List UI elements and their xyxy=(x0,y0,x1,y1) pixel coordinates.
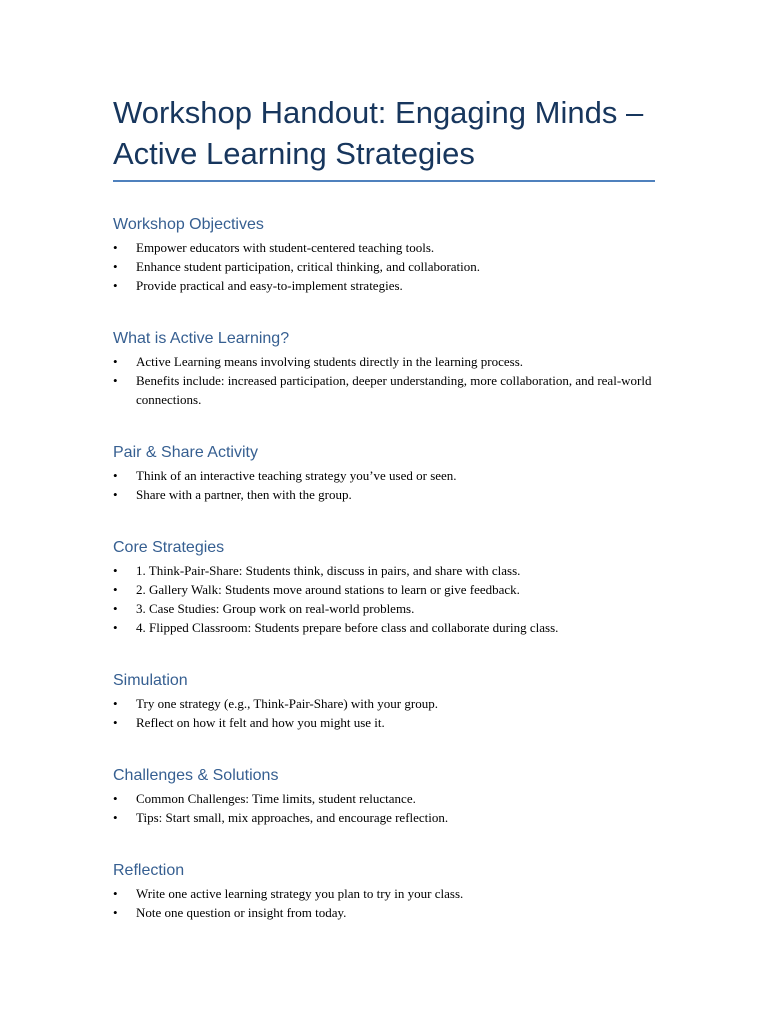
list-item-text: Benefits include: increased participation, deeper understanding, more collaboration, and real-world connections. xyxy=(136,373,652,407)
list-item xyxy=(113,694,655,713)
document-title xyxy=(113,92,655,174)
list-item-text: Note one question or insight from today. xyxy=(136,905,347,920)
bullet-list xyxy=(113,466,655,504)
bullet-icon: • xyxy=(113,601,118,616)
title-divider xyxy=(113,180,655,182)
bullet-list xyxy=(113,694,655,732)
list-item-text: 1. Think-Pair-Share: Students think, discuss in pairs, and share with class. xyxy=(136,563,521,578)
list-item-text: 3. Case Studies: Group work on real-world problems. xyxy=(136,601,415,616)
section-core-strategies xyxy=(113,537,655,637)
list-item xyxy=(113,713,655,732)
document-page xyxy=(113,92,655,920)
bullet-list xyxy=(113,352,655,409)
list-item xyxy=(113,485,655,504)
list-item xyxy=(113,580,655,599)
section-heading: Pair & Share Activity xyxy=(113,444,258,461)
list-item-text: Active Learning means involving students directly in the learning process. xyxy=(136,354,524,369)
bullet-icon: • xyxy=(113,905,118,920)
list-item-text: 2. Gallery Walk: Students move around stations to learn or give feedback. xyxy=(136,582,520,597)
list-item-text: Tips: Start small, mix approaches, and encourage reflection. xyxy=(136,810,449,825)
list-item-text: Write one active learning strategy you plan to try in your class. xyxy=(136,886,464,901)
bullet-icon: • xyxy=(113,240,118,255)
list-item xyxy=(113,561,655,580)
title-line-2: Active Learning Strategies xyxy=(113,136,475,171)
section-what-is-active-learning xyxy=(113,328,655,409)
list-item xyxy=(113,789,655,808)
list-item xyxy=(113,884,655,903)
list-item xyxy=(113,808,655,827)
section-heading: Simulation xyxy=(113,672,188,689)
list-item-text: 4. Flipped Classroom: Students prepare before class and collaborate during class. xyxy=(136,620,559,635)
list-item xyxy=(113,238,655,257)
bullet-icon: • xyxy=(113,563,118,578)
section-heading: Challenges & Solutions xyxy=(113,767,279,784)
bullet-icon: • xyxy=(113,259,118,274)
list-item-text: Enhance student participation, critical thinking, and collaboration. xyxy=(136,259,481,274)
section-heading: What is Active Learning? xyxy=(113,330,290,347)
section-challenges-solutions xyxy=(113,765,655,827)
list-item-text: Reflect on how it felt and how you might use it. xyxy=(136,715,385,730)
list-item xyxy=(113,466,655,485)
bullet-list xyxy=(113,789,655,827)
list-item-text: Share with a partner, then with the group. xyxy=(136,487,352,502)
bullet-icon: • xyxy=(113,886,118,901)
list-item xyxy=(113,903,655,922)
section-heading: Workshop Objectives xyxy=(113,216,264,233)
section-reflection xyxy=(113,860,655,922)
list-item xyxy=(113,257,655,276)
list-item-text: Think of an interactive teaching strategy you’ve used or seen. xyxy=(136,468,457,483)
bullet-icon: • xyxy=(113,715,118,730)
list-item-text: Empower educators with student-centered teaching tools. xyxy=(136,240,435,255)
bullet-icon: • xyxy=(113,696,118,711)
bullet-icon: • xyxy=(113,354,118,369)
list-item-text: Provide practical and easy-to-implement strategies. xyxy=(136,278,403,293)
bullet-icon: • xyxy=(113,278,118,293)
bullet-list xyxy=(113,561,655,637)
section-heading: Core Strategies xyxy=(113,539,225,556)
list-item xyxy=(113,618,655,637)
list-item-text: Try one strategy (e.g., Think-Pair-Share) with your group. xyxy=(136,696,438,711)
list-item xyxy=(113,371,655,409)
list-item xyxy=(113,276,655,295)
bullet-icon: • xyxy=(113,487,118,502)
title-line-1: Workshop Handout: Engaging Minds – xyxy=(113,95,644,130)
section-heading: Reflection xyxy=(113,862,185,879)
bullet-icon: • xyxy=(113,468,118,483)
section-workshop-objectives xyxy=(113,214,655,295)
bullet-icon: • xyxy=(113,620,118,635)
bullet-icon: • xyxy=(113,810,118,825)
section-pair-share-activity xyxy=(113,442,655,504)
bullet-icon: • xyxy=(113,582,118,597)
bullet-icon: • xyxy=(113,373,118,388)
section-simulation xyxy=(113,670,655,732)
bullet-list xyxy=(113,238,655,295)
list-item xyxy=(113,599,655,618)
bullet-list xyxy=(113,884,655,922)
bullet-icon: • xyxy=(113,791,118,806)
list-item-text: Common Challenges: Time limits, student reluctance. xyxy=(136,791,416,806)
list-item xyxy=(113,352,655,371)
